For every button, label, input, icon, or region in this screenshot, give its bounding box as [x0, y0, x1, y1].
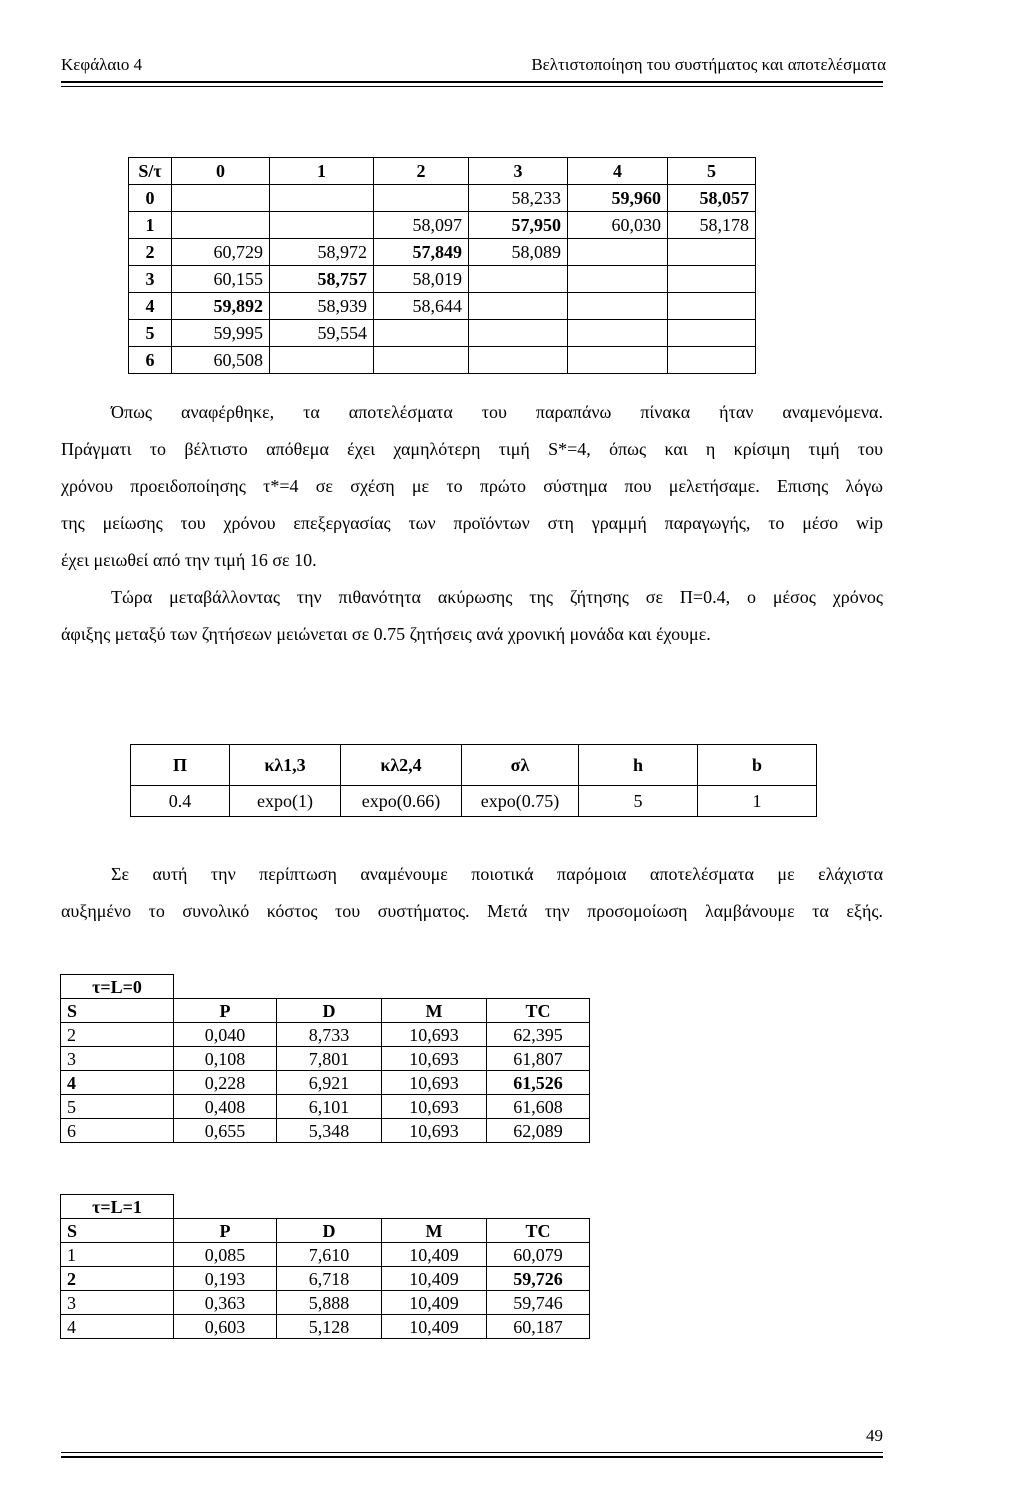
table-header-cell: S — [61, 999, 174, 1023]
row-label-cell: 2 — [129, 239, 172, 266]
parameters-table — [130, 744, 817, 817]
table-cell: 58,939 — [270, 293, 374, 320]
table-cell: 58,972 — [270, 239, 374, 266]
table-header-row — [129, 158, 756, 185]
text-line: αυξημένο το συνολικό κόστος του συστήματος. Μετά την προσομοίωση λαμβάνουμε τα εξής. — [61, 901, 883, 921]
row-label-cell: 5 — [129, 320, 172, 347]
table-cell: expo(0.75) — [462, 786, 579, 817]
text-line: Τώρα μεταβάλλοντας την πιθανότητα ακύρωσης της ζήτησης σε Π=0.4, ο μέσος χρόνος — [111, 587, 883, 607]
table-label-cell: τ=L=0 — [61, 975, 174, 999]
table-cell — [668, 347, 756, 374]
table-cell: 60,079 — [487, 1243, 590, 1267]
body-paragraph-2 — [61, 856, 883, 930]
table-row — [61, 1243, 590, 1267]
table-header-cell: D — [277, 999, 382, 1023]
table-header-cell: h — [579, 745, 698, 786]
table-row — [61, 1119, 590, 1143]
table-cell: 3 — [61, 1047, 174, 1071]
table-row — [129, 185, 756, 212]
table-row — [129, 266, 756, 293]
table-cell: 60,187 — [487, 1315, 590, 1339]
table-cell: 5,348 — [277, 1119, 382, 1143]
table-cell-highlighted: 59,960 — [568, 185, 668, 212]
table-row — [61, 1095, 590, 1119]
table-cell: 62,395 — [487, 1023, 590, 1047]
table-cell: 0,228 — [174, 1071, 277, 1095]
table-header-row — [131, 745, 817, 786]
empty-cell — [174, 975, 590, 999]
table-row — [129, 212, 756, 239]
table-row — [61, 1315, 590, 1339]
table-cell — [374, 320, 469, 347]
results-table-tau-0 — [60, 974, 590, 1143]
table-cell-highlighted: 57,950 — [469, 212, 568, 239]
table-cell: 0,363 — [174, 1291, 277, 1315]
table-cell-highlighted: 61,526 — [487, 1071, 590, 1095]
table-cell — [469, 293, 568, 320]
text-line: Σε αυτή την περίπτωση αναμένουμε ποιοτικά παρόμοια αποτελέσματα με ελάχιστα — [111, 864, 883, 884]
table-cell: 0.4 — [131, 786, 230, 817]
table-header-cell: 5 — [668, 158, 756, 185]
table-cell: 10,693 — [382, 1071, 487, 1095]
table-cell-highlighted: 58,757 — [270, 266, 374, 293]
table-cell: 60,508 — [172, 347, 270, 374]
table-cell — [270, 212, 374, 239]
table-cell: 0,108 — [174, 1047, 277, 1071]
table-header-cell: 1 — [270, 158, 374, 185]
header-rule — [61, 81, 883, 83]
table-cell: 59,746 — [487, 1291, 590, 1315]
table-cell: 59,554 — [270, 320, 374, 347]
table-cell — [172, 185, 270, 212]
table-cell: 10,409 — [382, 1243, 487, 1267]
table-cell: 62,089 — [487, 1119, 590, 1143]
table-cell: 7,801 — [277, 1047, 382, 1071]
table-header-cell: M — [382, 999, 487, 1023]
table-header-cell: S/τ — [129, 158, 172, 185]
table-cell: 7,610 — [277, 1243, 382, 1267]
table-cell — [668, 266, 756, 293]
table-cell — [668, 320, 756, 347]
table-header-cell: 2 — [374, 158, 469, 185]
table-row — [129, 239, 756, 266]
table-cell — [172, 212, 270, 239]
table-header-cell: Π — [131, 745, 230, 786]
table-header-row — [61, 1219, 590, 1243]
table-header-cell: b — [698, 745, 817, 786]
table-cell: 10,693 — [382, 1023, 487, 1047]
table-cell — [270, 347, 374, 374]
table-cell: 6,718 — [277, 1267, 382, 1291]
table-header-cell: 4 — [568, 158, 668, 185]
table-cell-highlighted: 59,726 — [487, 1267, 590, 1291]
table-cell — [568, 293, 668, 320]
text-line: Πράγματι το βέλτιστο απόθεμα έχει χαμηλότερη τιμή S*=4, όπως και η κρίσιμη τιμή του — [61, 439, 883, 459]
table-row — [61, 1023, 590, 1047]
table-cell — [668, 293, 756, 320]
table-cell — [568, 239, 668, 266]
table-row — [61, 1071, 590, 1095]
table-label-row — [61, 975, 590, 999]
table-header-cell: M — [382, 1219, 487, 1243]
table-cell: expo(0.66) — [341, 786, 462, 817]
table-cell: 2 — [61, 1023, 174, 1047]
body-paragraph-1 — [61, 394, 883, 653]
table-cell: 0,408 — [174, 1095, 277, 1119]
table-cell: 8,733 — [277, 1023, 382, 1047]
table-cell: 58,178 — [668, 212, 756, 239]
text-line: της μείωσης του χρόνου επεξεργασίας των προϊόντων στη γραμμή παραγωγής, το μέσο wip — [61, 513, 883, 533]
table-cell: 59,995 — [172, 320, 270, 347]
table-cell — [270, 185, 374, 212]
table-cell: 10,693 — [382, 1119, 487, 1143]
table-cell: 5 — [579, 786, 698, 817]
table-cell: 6,101 — [277, 1095, 382, 1119]
table-cell: 60,155 — [172, 266, 270, 293]
table-row — [61, 1291, 590, 1315]
table-cell-highlighted: 57,849 — [374, 239, 469, 266]
table-cell: 10,693 — [382, 1095, 487, 1119]
table-label-row — [61, 1195, 590, 1219]
table-cell: 5,888 — [277, 1291, 382, 1315]
chapter-title: Βελτιστοποίηση του συστήματος και αποτελέσματα — [531, 55, 886, 74]
table-cell — [469, 320, 568, 347]
table-cell — [374, 185, 469, 212]
table-cell: 0,193 — [174, 1267, 277, 1291]
table-cell: 10,409 — [382, 1315, 487, 1339]
text-line: άφιξης μεταξύ των ζητήσεων μειώνεται σε 0.75 ζητήσεις ανά χρονική μονάδα και έχουμε. — [61, 624, 711, 644]
table-cell: 6 — [61, 1119, 174, 1143]
empty-cell — [174, 1195, 590, 1219]
table-header-cell: P — [174, 999, 277, 1023]
footer-rule — [61, 1456, 883, 1458]
table-cell: 58,089 — [469, 239, 568, 266]
row-label-cell: 0 — [129, 185, 172, 212]
table-header-cell: 0 — [172, 158, 270, 185]
table-header-cell: S — [61, 1219, 174, 1243]
table-cell: 61,807 — [487, 1047, 590, 1071]
table-header-cell: P — [174, 1219, 277, 1243]
page-number: 49 — [866, 1426, 883, 1445]
table-cell: 60,030 — [568, 212, 668, 239]
table-row — [129, 293, 756, 320]
row-label-cell: 6 — [129, 347, 172, 374]
table-cell: 60,729 — [172, 239, 270, 266]
table-header-row — [61, 999, 590, 1023]
table-cell: 58,019 — [374, 266, 469, 293]
results-table-tau-1 — [60, 1194, 590, 1339]
table-cell-highlighted: 59,892 — [172, 293, 270, 320]
table-cell: 5 — [61, 1095, 174, 1119]
table-cell: 6,921 — [277, 1071, 382, 1095]
table-header-cell: κλ2,4 — [341, 745, 462, 786]
row-label-cell: 3 — [129, 266, 172, 293]
results-table-s-tau — [128, 157, 756, 374]
table-cell: 0,655 — [174, 1119, 277, 1143]
table-cell: 4 — [61, 1071, 174, 1095]
table-cell — [374, 347, 469, 374]
table-cell — [469, 266, 568, 293]
table-cell — [668, 239, 756, 266]
row-label-cell: 4 — [129, 293, 172, 320]
table-header-cell: κλ1,3 — [230, 745, 341, 786]
header-rule-thin — [61, 86, 883, 87]
table-header-cell: TC — [487, 999, 590, 1023]
table-cell — [469, 347, 568, 374]
table-cell: 5,128 — [277, 1315, 382, 1339]
table-cell: 58,097 — [374, 212, 469, 239]
table-row — [129, 320, 756, 347]
table-cell: 10,409 — [382, 1267, 487, 1291]
table-cell: 61,608 — [487, 1095, 590, 1119]
table-cell: 58,233 — [469, 185, 568, 212]
table-cell — [568, 347, 668, 374]
table-cell: 1 — [698, 786, 817, 817]
table-header-cell: 3 — [469, 158, 568, 185]
table-row — [61, 1047, 590, 1071]
footer-rule-thin — [61, 1452, 883, 1453]
table-cell: 2 — [61, 1267, 174, 1291]
table-cell: 4 — [61, 1315, 174, 1339]
text-line: έχει μειωθεί από την τιμή 16 σε 10. — [61, 550, 317, 570]
table-header-cell: σλ — [462, 745, 579, 786]
text-line: χρόνου προειδοποίησης τ*=4 σε σχέση με το πρώτο σύστημα που μελετήσαμε. Επισης λόγω — [61, 476, 883, 496]
table-cell: 3 — [61, 1291, 174, 1315]
table-cell — [568, 266, 668, 293]
table-header-cell: D — [277, 1219, 382, 1243]
text-line: Όπως αναφέρθηκε, τα αποτελέσματα του παραπάνω πίνακα ήταν αναμενόμενα. — [111, 402, 883, 422]
table-row — [61, 1267, 590, 1291]
table-cell: 58,644 — [374, 293, 469, 320]
table-cell-highlighted: 58,057 — [668, 185, 756, 212]
table-row — [129, 347, 756, 374]
table-cell: 0,603 — [174, 1315, 277, 1339]
table-cell: 1 — [61, 1243, 174, 1267]
table-cell: expo(1) — [230, 786, 341, 817]
table-cell: 10,409 — [382, 1291, 487, 1315]
table-cell: 10,693 — [382, 1047, 487, 1071]
chapter-label: Κεφάλαιο 4 — [61, 55, 143, 74]
table-header-cell: TC — [487, 1219, 590, 1243]
table-label-cell: τ=L=1 — [61, 1195, 174, 1219]
table-row — [131, 786, 817, 817]
table-cell: 0,085 — [174, 1243, 277, 1267]
row-label-cell: 1 — [129, 212, 172, 239]
table-cell — [568, 320, 668, 347]
table-cell: 0,040 — [174, 1023, 277, 1047]
